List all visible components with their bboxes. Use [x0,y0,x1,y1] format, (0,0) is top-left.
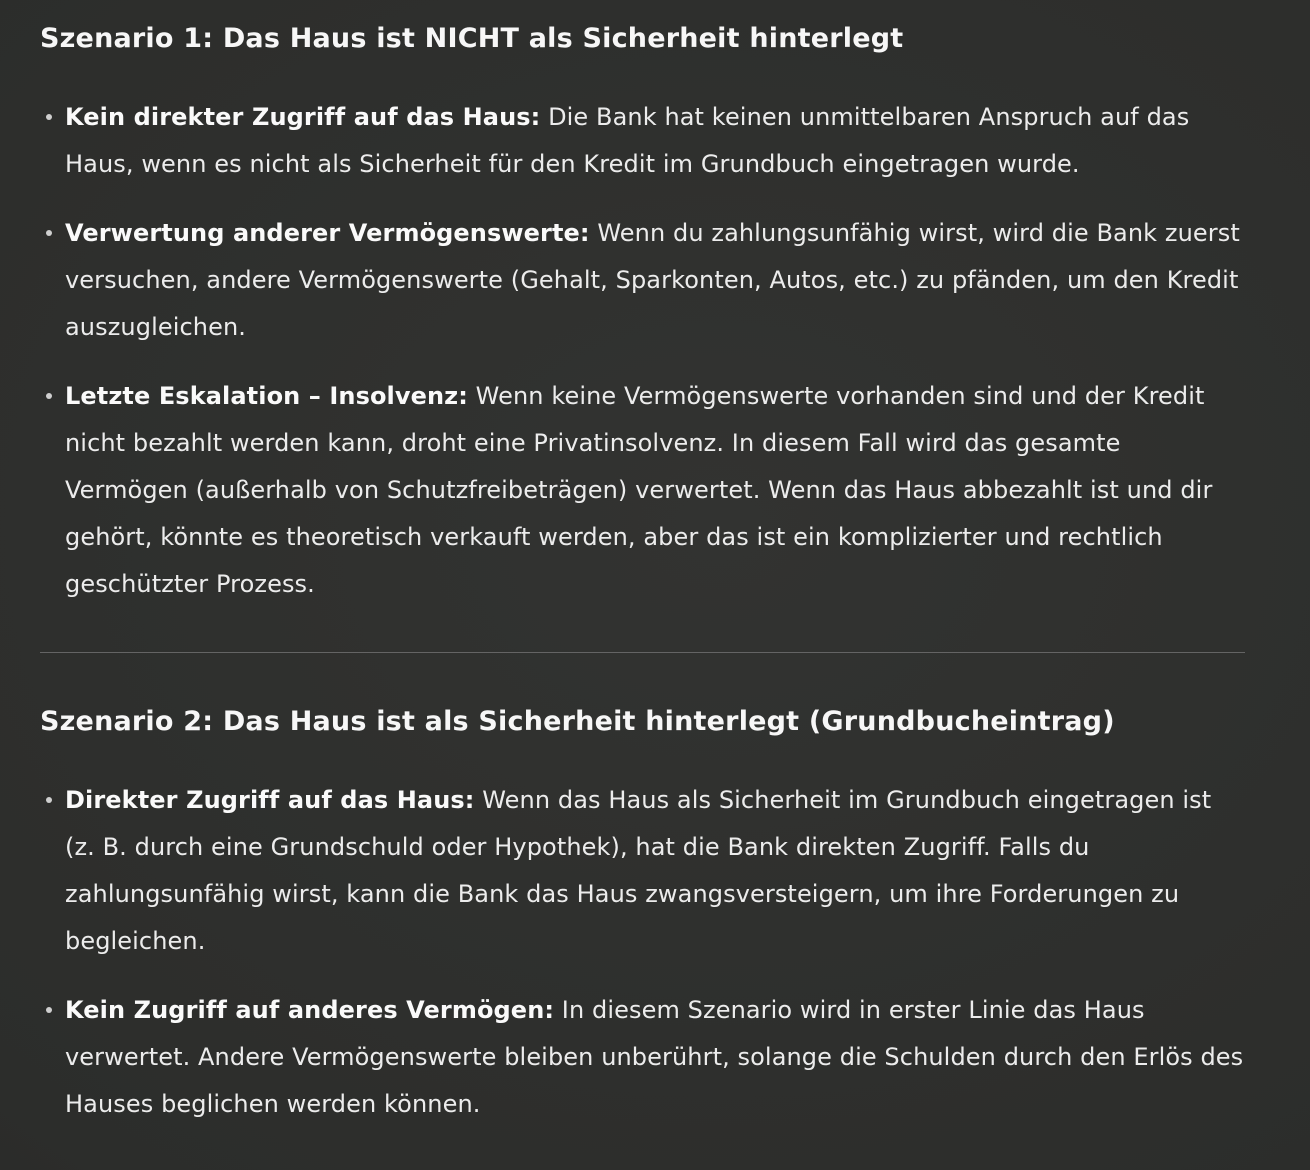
bullet-dot-icon [46,797,52,803]
bullet-text: Wenn keine Vermögenswerte vorhanden sind und der Kredit nicht bezahlt werden kann, droht eine Privatinsolvenz. In diesem Fall wird das gesamte Vermögen (außerhalb von Schutzfreibeträgen) verwertet. Wenn das Haus abbezahlt ist und dir gehört, könnte es theoretisch verkauft werden, aber das ist ein komplizierter und rechtlich geschützter Prozess. [65,382,1213,598]
bullet-text: In diesem Szenario wird in erster Linie das Haus verwertet. Andere Vermögenswerte bleiben unberührt, solange die Schulden durch den Erlös des Hauses beglichen werden können. [65,996,1244,1118]
bullet-label: Verwertung anderer Vermögenswerte: [65,219,590,247]
scenario-1-heading: Szenario 1: Das Haus ist NICHT als Sicherheit hinterlegt [40,23,904,54]
bullet-label: Letzte Eskalation – Insolvenz: [65,382,468,410]
bullet-dot-icon [46,1007,52,1013]
section-divider [40,652,1245,653]
scenario-1-section [40,22,1245,608]
bullet-dot-icon [46,393,52,399]
list-item [40,210,1245,351]
scenario-2-list [40,777,1245,1128]
bullet-label: Kein direkter Zugriff auf das Haus: [65,103,541,131]
scenario-2-heading: Szenario 2: Das Haus ist als Sicherheit hinterlegt (Grundbucheintrag) [40,706,1115,737]
bullet-text: Wenn du zahlungsunfähig wirst, wird die Bank zuerst versuchen, andere Vermögenswerte (Gehalt, Sparkonten, Autos, etc.) zu pfänden, um den Kredit auszugleichen. [65,219,1240,341]
bullet-label: Kein Zugriff auf anderes Vermögen: [65,996,555,1024]
bullet-label: Direkter Zugriff auf das Haus: [65,786,475,814]
bullet-dot-icon [46,230,52,236]
list-item [40,987,1245,1128]
bullet-text: Wenn das Haus als Sicherheit im Grundbuch eingetragen ist (z. B. durch eine Grundschuld oder Hypothek), hat die Bank direkten Zugriff. Falls du zahlungsunfähig wirst, kann die Bank das Haus zwangsversteigern, um ihre Forderungen zu begleichen. [65,786,1212,955]
scenario-2-section [40,705,1245,1128]
scenario-1-list [40,94,1245,608]
bullet-dot-icon [46,114,52,120]
list-item [40,777,1245,965]
list-item [40,94,1245,188]
bullet-text: Die Bank hat keinen unmittelbaren Anspruch auf das Haus, wenn es nicht als Sicherheit für den Kredit im Grundbuch eingetragen wurde. [65,103,1190,178]
list-item [40,373,1245,608]
